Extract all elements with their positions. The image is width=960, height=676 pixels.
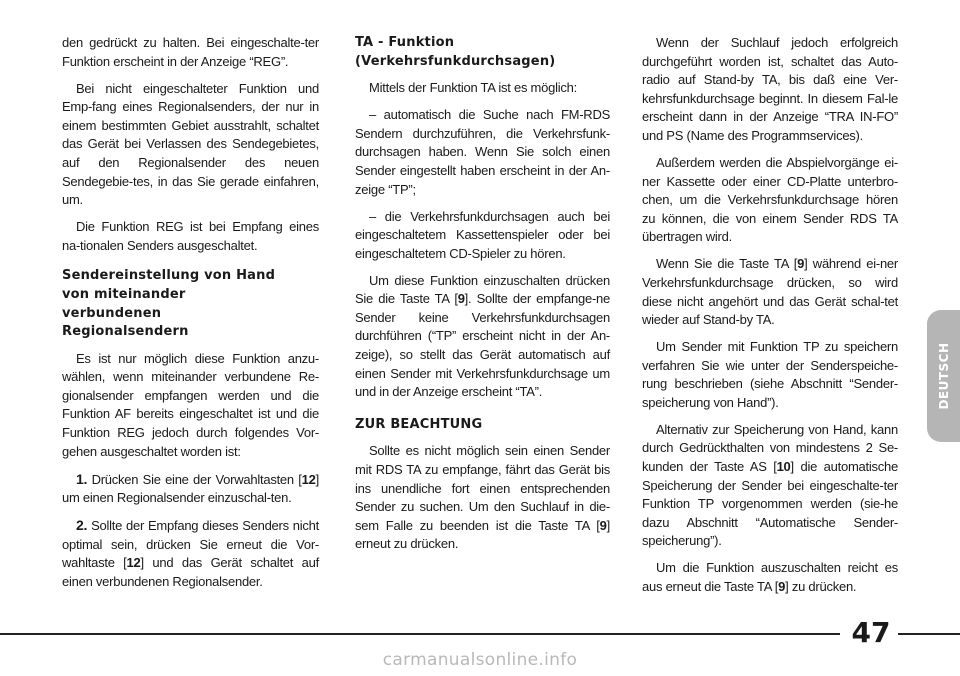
text: Um die Funktion auszuschalten reicht es aus erneut die Taste TA [ — [642, 560, 898, 594]
language-tab — [927, 310, 960, 442]
paragraph: Wenn der Suchlauf jedoch erfolgreich durchgeführt worden ist, schaltet das Auto-radio auf Stand-by TA, bis daß eine Ver-kehrsfunkdurchsage beginnt. In diesem Fal-le erscheint dann in der Anzeige “TRA IN-FO” und PS (Name des Programmservices). — [642, 35, 898, 143]
page-number: 47 — [851, 616, 891, 649]
heading-line: Sendereinstellung von Hand — [62, 268, 276, 284]
step-1 — [62, 470, 319, 508]
section-heading-sendereinstellung — [62, 267, 319, 341]
paragraph — [355, 442, 610, 554]
text: Um diese Funktion einzuschalten drücken Sie die Taste TA [ — [355, 272, 610, 307]
heading-line: verbundenen — [62, 305, 162, 321]
step-text: ] und das Gerät schaltet auf einen verbundenen Regionalsender. — [62, 555, 319, 589]
section-heading-ta-funktion — [355, 34, 610, 71]
step-number: 1. — [76, 470, 88, 487]
step-number: 2. — [76, 517, 88, 534]
key-reference: 9 — [797, 256, 805, 272]
paragraph — [642, 255, 898, 329]
paragraph: Bei nicht eingeschalteter Funktion und Emp-fang eines Regionalsenders, der nur in einem bestimmten Gebiet ausstrahlt, schaltet das Gerät bei Verlassen des Sendegebietes, auf den Regionalsender des neuen Sendegebie-tes, in das Sie gerade einfahren, um. — [62, 80, 319, 208]
paragraph: Um Sender mit Funktion TP zu speichern verfahren Sie wie unter der Senderspeiche-rung beschrieben (siehe Abschnitt “Sender-speicherung von Hand”). — [642, 339, 898, 410]
key-reference: 12 — [301, 471, 316, 487]
paragraph — [642, 559, 898, 596]
paragraph — [642, 421, 898, 551]
text: ] erneut zu drücken. — [355, 517, 610, 552]
column-left — [62, 34, 319, 600]
text: Alternativ zur Speicherung von Hand, kann durch Gedrückthalten von mindestens 2 Se-kunden der Taste AS [ — [642, 421, 898, 475]
heading-line: von miteinander — [62, 286, 186, 302]
key-reference: 10 — [776, 459, 791, 475]
text: ] zu drücken. — [785, 578, 857, 594]
heading-line: (Verkehrsfunkdurchsagen) — [355, 53, 556, 69]
text: Sollte es nicht möglich sein einen Sender mit RDS TA zu empfange, fährt das Gerät bis ins unendliche fort einen entsprechenden Sender zu suchen. Um den Suchlauf in die-sem Falle zu beenden ist die Taste TA [ — [355, 443, 610, 533]
watermark: carmanualsonline.info — [382, 650, 578, 670]
section-heading-zur-beachtung: ZUR BEACHTUNG — [355, 416, 483, 432]
footer-divider-right — [898, 633, 960, 635]
step-text: Drücken Sie eine der Vorwahltasten [ — [91, 471, 302, 487]
footer-divider — [0, 633, 840, 635]
step-text: Sollte der Empfang dieses Senders nicht optimal sein, drücken Sie erneut die Vor-wahltaste [ — [62, 518, 319, 571]
heading-line: Regionalsendern — [62, 324, 189, 340]
paragraph: – automatisch die Suche nach FM-RDS Sendern durchzuführen, die Verkehrsfunk-durchsagen haben. Wenn Sie solch einen Sender eingestellt haben erscheint in der An-zeige “TP”; — [355, 107, 610, 197]
text: ] die automatische Speicherung der Sender bei eingeschalte-ter Funktion TP vorgenommen werden (sie-he dazu Abschnitt “Automatische Sender-speicherung”). — [642, 459, 898, 549]
step-2 — [62, 516, 319, 591]
step-text: ] um einen Regionalsender einzuschal-ten. — [62, 471, 319, 506]
column-middle — [355, 34, 610, 562]
key-reference: 9 — [599, 517, 607, 533]
paragraph: Die Funktion REG ist bei Empfang eines na-tionalen Senders ausgeschaltet. — [62, 219, 319, 253]
paragraph: Außerdem werden die Abspielvorgänge ei-ner Kassette oder einer CD-Platte unterbro-chen, um die Verkehrsfunkdurchsage hören zu können, die von einem Sender RDS TA übertragen wird. — [642, 154, 898, 245]
text: ]. Sollte der empfange-ne Sender keine Verkehrsfunkdurchsagen durchführen (“TP” erscheint nicht in der An-zeige), so stellt das Gerät automatisch auf einen Sender mit Verkehrsfunkdurchsage um und in der Anzeige erscheint “TA”. — [355, 291, 610, 400]
paragraph: Mittels der Funktion TA ist es möglich: — [369, 80, 577, 96]
paragraph: – die Verkehrsfunkdurchsagen auch bei eingeschaltetem Kassettenspieler oder bei eingeschaltetem CD-Spieler zu hören. — [355, 208, 610, 261]
language-tab-label: DEUTSCH — [936, 342, 951, 410]
paragraph: den gedrückt zu halten. Bei eingeschalte-ter Funktion erscheint in der Anzeige “REG”. — [62, 35, 319, 69]
paragraph: Es ist nur möglich diese Funktion anzu-wählen, wenn miteinander verbundene Re-gionalsender empfangen werden und die Funktion AF bereits eingeschaltet ist und die Funktion REG jedoch durch folgendes Vor-gehen ausgeschaltet worden ist: — [62, 350, 319, 459]
text: Wenn Sie die Taste TA [ — [656, 256, 798, 272]
paragraph — [355, 272, 610, 402]
key-reference: 12 — [126, 555, 141, 571]
heading-line: TA - Funktion — [355, 35, 455, 50]
text: ] während ei-ner Verkehrsfunkdurchsage drücken, so wird diese nicht angehört und das Gerät schal-tet wieder auf Stand-by TA. — [642, 256, 898, 328]
key-reference: 9 — [778, 578, 786, 594]
column-right — [642, 34, 898, 605]
key-reference: 9 — [457, 291, 465, 307]
